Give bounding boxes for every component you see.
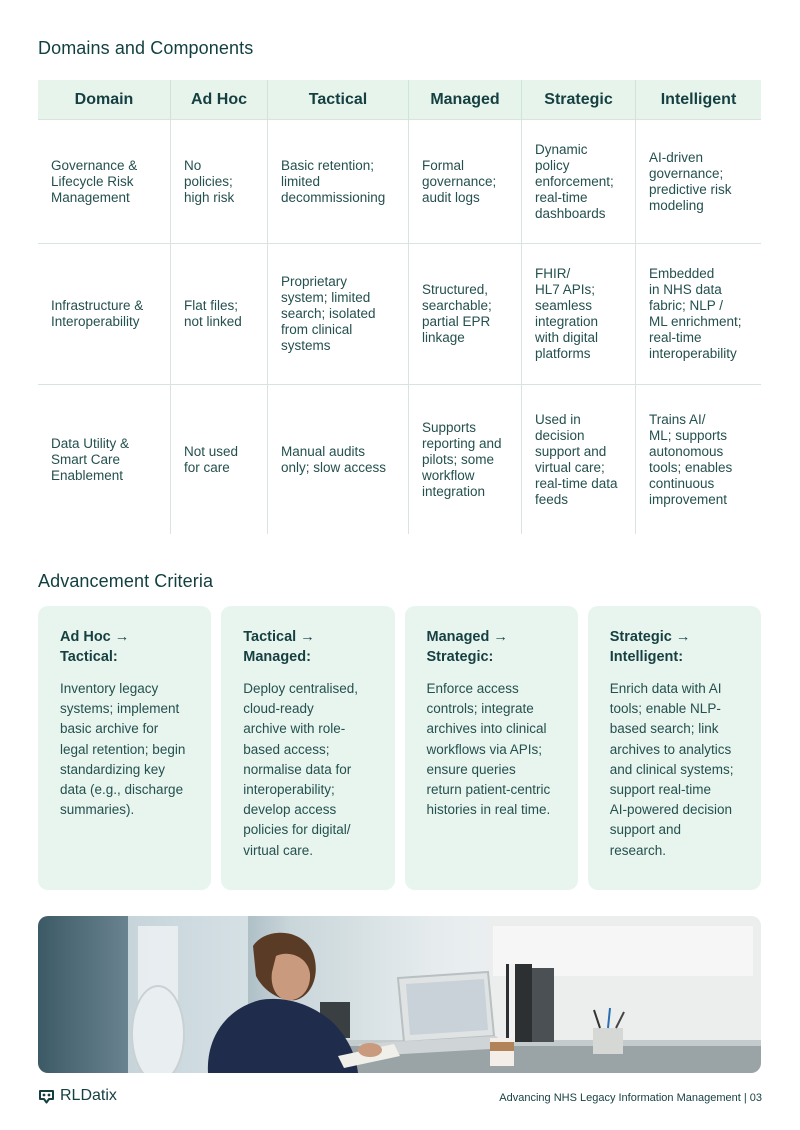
table-cell-text: Basic retention; limited decommissioning — [281, 157, 386, 205]
table-row — [38, 119, 761, 243]
criteria-card-body: Enrich data with AI tools; enable NLP- based search; link archives to analytics and clinical systems; support real-time AI-powered decision support and research. — [609, 681, 734, 858]
table-cell-text: Structured, searchable; partial EPR linkage — [422, 282, 492, 345]
table-cell-text: Dynamic policy enforcement; real-time dashboards — [535, 141, 614, 221]
table-cell — [268, 120, 409, 243]
table-row — [38, 243, 761, 384]
table-cell — [268, 385, 409, 534]
clinician-photo — [38, 916, 761, 1073]
table-header-cell: Tactical — [268, 80, 409, 119]
table-cell — [38, 244, 171, 384]
criteria-card-body: Deploy centralised, cloud-ready archive with role- based access; normalise data for interoperability; develop access policies for digital/ virtual care. — [243, 681, 359, 858]
table-cell-text: Proprietary system; limited search; isolated from clinical systems — [281, 274, 376, 353]
table-cell — [171, 244, 268, 384]
table-cell-text: Used in decision support and virtual care; real-time data feeds — [535, 411, 618, 507]
criteria-card-body: Enforce access controls; integrate archives into clinical workflows via APIs; ensure queries return patient-centric histories in real time. — [426, 681, 551, 818]
table-cell — [38, 120, 171, 243]
criteria-card-body: Inventory legacy systems; implement basic archive for legal retention; begin standardizing key data (e.g., discharge summaries). — [60, 681, 186, 818]
table-cell-text: AI-driven governance; predictive risk modeling — [649, 149, 732, 213]
section-title-domains: Domains and Components — [38, 38, 254, 58]
table-header-cell: Strategic — [522, 80, 636, 119]
table-cell — [268, 244, 409, 384]
table-cell — [522, 120, 636, 243]
table-cell — [171, 385, 268, 534]
table-cell-text: Embedded in NHS data fabric; NLP / ML enrichment; real-time interoperability — [649, 266, 742, 361]
domains-table — [38, 80, 761, 534]
table-cell — [171, 120, 268, 243]
table-row — [38, 384, 761, 534]
criteria-card-title: Strategic → Intelligent: — [609, 629, 691, 665]
table-cell-text: Flat files; not linked — [184, 298, 242, 329]
table-cell-text: Supports reporting and pilots; some workflow integration — [422, 419, 502, 499]
criteria-card — [405, 606, 578, 890]
table-cell — [409, 244, 522, 384]
table-cell-text: Formal governance; audit logs — [422, 157, 497, 205]
criteria-cards — [38, 606, 761, 890]
table-cell — [522, 244, 636, 384]
section-title-criteria: Advancement Criteria — [38, 571, 214, 591]
criteria-card-title: Ad Hoc → Tactical: — [60, 629, 130, 665]
logo-text: RLDatix — [60, 1087, 117, 1104]
table-cell — [636, 120, 761, 243]
table-header-cell: Ad Hoc — [171, 80, 268, 119]
table-header-cell: Managed — [409, 80, 522, 119]
table-cell — [409, 120, 522, 243]
table-cell-text: Manual audits only; slow access — [281, 443, 387, 475]
table-cell-text: No policies; high risk — [184, 157, 235, 205]
table-cell-text: Trains AI/ ML; supports autonomous tools; enables continuous improvement — [649, 411, 733, 507]
criteria-card — [588, 606, 761, 890]
criteria-card — [221, 606, 394, 890]
criteria-card — [38, 606, 211, 890]
table-cell-text: Governance & Lifecycle Risk Management — [51, 157, 138, 205]
table-cell-text: Data Utility & Smart Care Enablement — [51, 435, 130, 483]
table-cell — [636, 244, 761, 384]
criteria-card-title: Tactical → Managed: — [243, 629, 315, 665]
criteria-card-title: Managed → Strategic: — [426, 629, 508, 665]
table-cell — [636, 385, 761, 534]
table-header-cell: Intelligent — [660, 90, 737, 108]
table-header — [38, 80, 761, 119]
table-cell-text: Infrastructure & Interoperability — [51, 298, 144, 329]
table-cell-text: Not used for care — [184, 443, 239, 475]
table-cell — [38, 385, 171, 534]
rldatix-logo — [38, 1087, 117, 1105]
table-cell-text: FHIR/ HL7 APIs; seamless integration with digital platforms — [535, 266, 599, 361]
table-header-cell: Domain — [38, 80, 171, 119]
table-cell — [409, 385, 522, 534]
footer-page-label: Advancing NHS Legacy Information Management | 03 — [499, 1092, 762, 1104]
table-cell — [522, 385, 636, 534]
rldatix-logo-icon — [38, 1089, 55, 1104]
